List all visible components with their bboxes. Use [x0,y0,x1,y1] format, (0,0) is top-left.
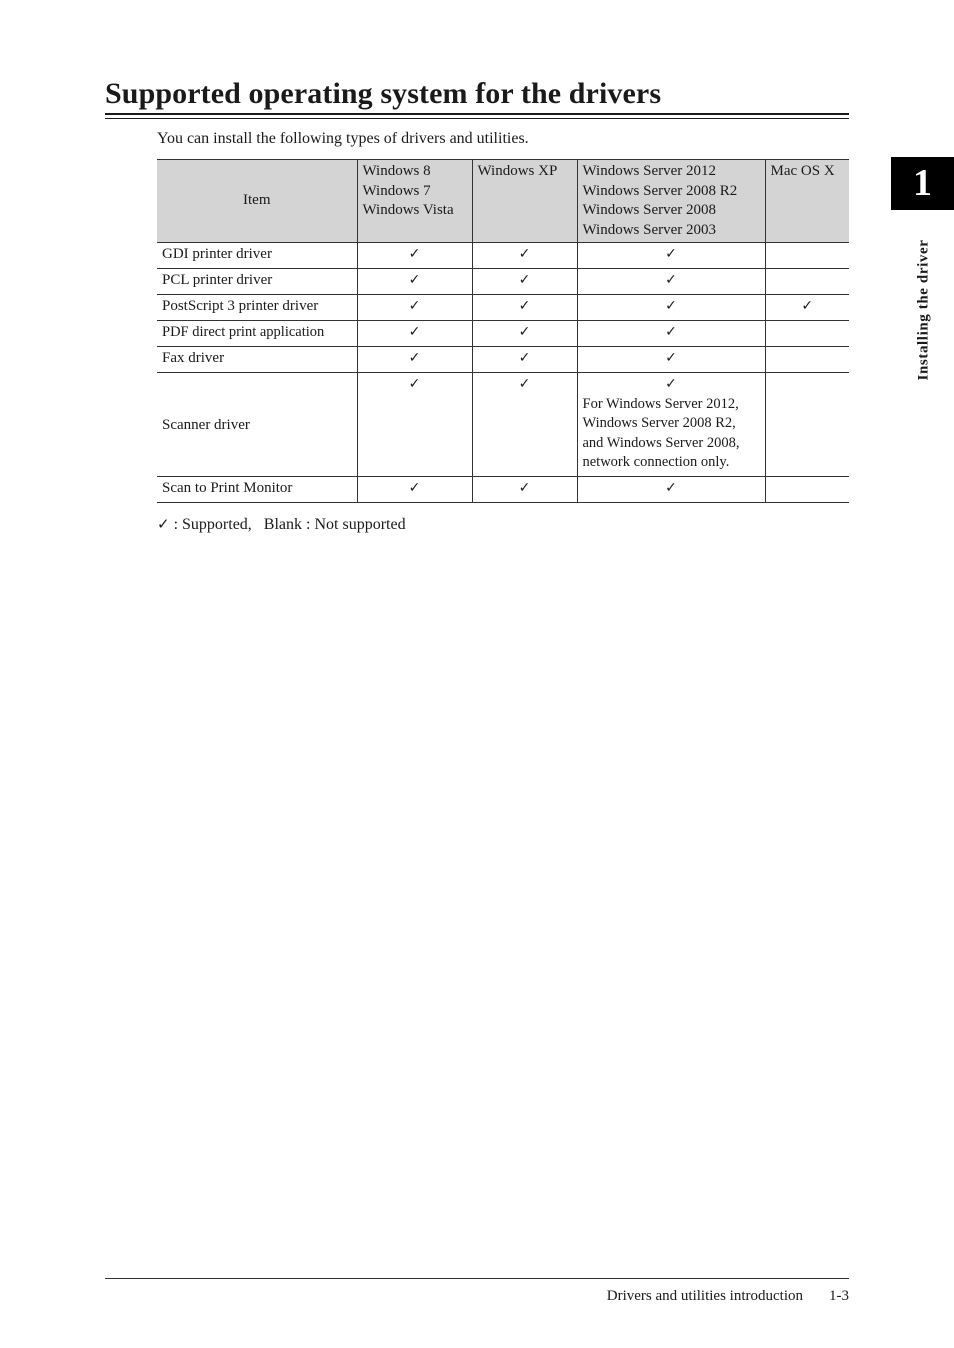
cell-mac-os-x [765,295,849,321]
cell-windows-8-7-vista [357,321,472,347]
note-line: Windows Server 2008 R2, [582,415,736,431]
header-item: Item [157,160,357,243]
table-row [157,373,849,477]
check-icon: ✓ [408,298,421,314]
check-icon: ✓ [665,376,677,392]
table-row [157,477,849,503]
header-line: Windows Server 2008 [582,202,717,218]
check-icon: ✓ [518,272,531,288]
header-line: Windows 7 [362,182,431,199]
row-item-label: PostScript 3 printer driver [157,295,357,321]
note-line: For Windows Server 2012, [582,395,739,412]
cell-windows-server [577,373,765,477]
check-icon: ✓ [518,480,531,496]
table-row [157,321,849,347]
check-icon: ✓ [518,298,531,314]
cell-windows-xp [472,477,577,503]
row-item-label: PCL printer driver [157,269,357,295]
cell-mac-os-x [765,373,849,477]
check-icon: ✓ [665,350,677,366]
page-footer [607,1286,849,1306]
check-icon: ✓ [408,376,421,392]
cell-windows-8-7-vista [357,347,472,373]
cell-windows-8-7-vista [357,477,472,503]
cell-mac-os-x [765,269,849,295]
check-icon: ✓ [665,480,677,496]
footer-rule [105,1278,849,1279]
check-icon: ✓ [801,298,814,314]
check-icon: ✓ [408,324,421,340]
check-icon: ✓ [408,480,421,496]
cell-mac-os-x [765,321,849,347]
header-line: Windows Vista [362,202,454,218]
cell-windows-8-7-vista [357,373,472,477]
page-number: 1-3 [829,1288,849,1304]
check-icon: ✓ [408,246,421,262]
check-icon: ✓ [665,272,677,288]
cell-windows-xp [472,243,577,269]
supported-os-table [157,159,849,503]
cell-mac-os-x [765,477,849,503]
header-mac-os-x: Mac OS X [765,160,849,243]
check-icon: ✓ [518,324,531,340]
check-icon: ✓ [408,272,421,288]
check-icon: ✓ [665,324,677,340]
row-item-label: Fax driver [157,347,357,373]
cell-windows-server [577,269,765,295]
legend-text: : Supported, Blank : Not supported [169,516,406,533]
header-line: Windows 8 [362,163,431,179]
table-row [157,347,849,373]
server-note [583,395,760,473]
note-line: and Windows Server 2008, [582,434,740,451]
cell-windows-xp [472,295,577,321]
note-line: network connection only. [582,454,730,470]
cell-windows-8-7-vista [357,269,472,295]
chapter-number-tab: 1 [891,157,954,210]
cell-windows-xp [472,269,577,295]
header-line: Windows Server 2008 R2 [582,182,738,199]
intro-text: You can install the following types of drivers and utilities. [157,130,529,147]
check-icon: ✓ [665,298,677,314]
cell-windows-server [577,321,765,347]
header-windows-xp: Windows XP [472,160,577,243]
cell-windows-8-7-vista [357,243,472,269]
check-icon: ✓ [408,350,421,366]
table-header-row [157,160,849,243]
cell-windows-xp [472,321,577,347]
cell-windows-server [577,243,765,269]
cell-windows-xp [472,373,577,477]
check-icon: ✓ [665,246,677,262]
footer-section-title: Drivers and utilities introduction [606,1288,803,1304]
cell-windows-8-7-vista [357,295,472,321]
cell-windows-xp [472,347,577,373]
cell-mac-os-x [765,347,849,373]
header-line: Windows Server 2012 [582,163,717,179]
cell-windows-server [577,477,765,503]
table-legend [157,514,406,535]
title-rule [105,113,849,115]
table-row [157,295,849,321]
cell-mac-os-x [765,243,849,269]
cell-windows-server [577,295,765,321]
header-line: Windows Server 2003 [582,221,717,238]
row-item-label: Scanner driver [157,373,357,477]
cell-windows-server [577,347,765,373]
row-item-label: PDF direct print application [157,321,357,347]
check-icon: ✓ [518,350,531,366]
header-windows-server [577,160,765,243]
row-item-label: Scan to Print Monitor [157,477,357,503]
table-row [157,243,849,269]
check-icon: ✓ [518,246,531,262]
chapter-side-label: Installing the driver [915,239,932,381]
title-rule-secondary [105,118,849,119]
header-windows-8-7-vista [357,160,472,243]
table-row [157,269,849,295]
page-title: Supported operating system for the drivers [105,77,662,110]
row-item-label: GDI printer driver [157,243,357,269]
check-icon: ✓ [157,515,170,533]
check-icon: ✓ [518,376,531,392]
